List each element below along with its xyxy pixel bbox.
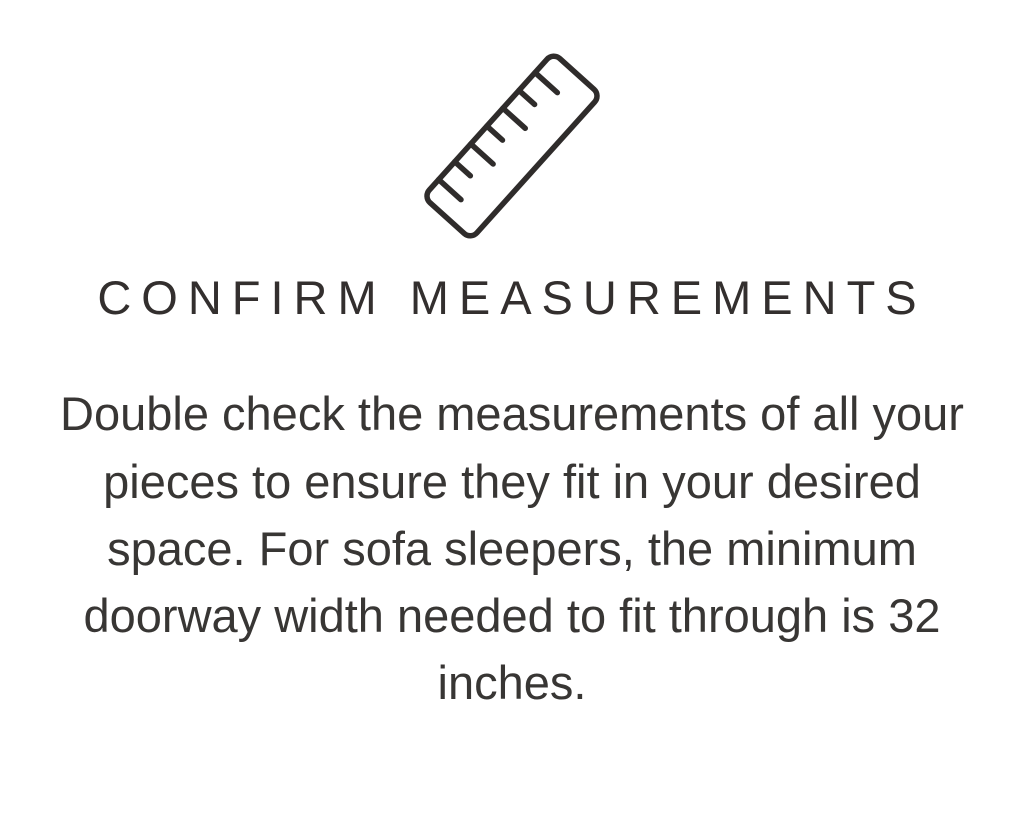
ruler-icon xyxy=(362,18,662,273)
page-title: CONFIRM MEASUREMENTS xyxy=(97,271,927,324)
description-text: Double check the measurements of all your pieces to ensure they fit in your desired space. For sofa sleepers, the minimum doorway width needed to fit through is 32 inches. xyxy=(60,387,964,710)
